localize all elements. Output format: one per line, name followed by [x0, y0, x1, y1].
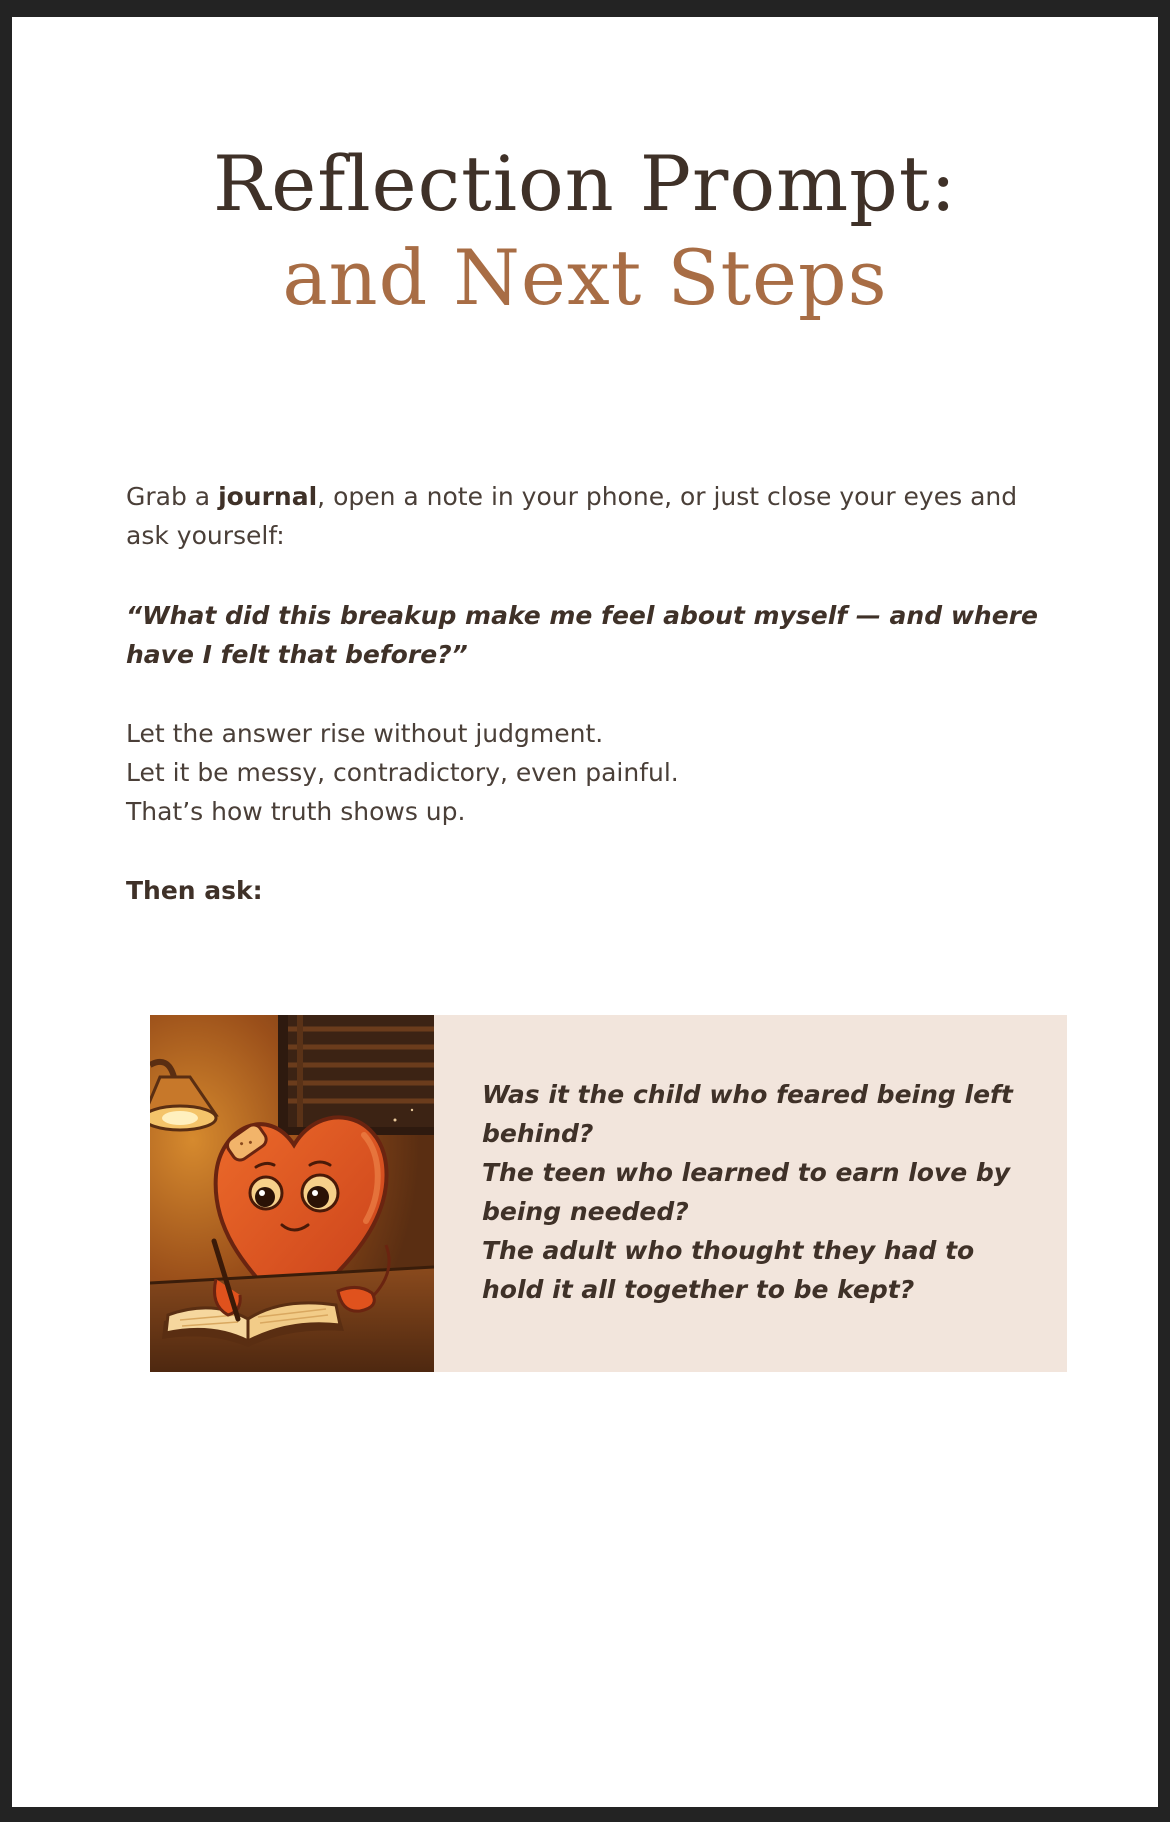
reflection-callout [150, 1015, 1067, 1372]
intro-after: , open a note in your phone, or just close your eyes and ask yourself: [126, 482, 1018, 550]
callout-question: The teen who learned to earn love by being needed? [482, 1158, 1011, 1226]
guidance-line: Let the answer rise without judgment. [126, 719, 604, 748]
callout-question: The adult who thought they had to hold it all together to be kept? [482, 1236, 975, 1304]
guidance-line: That’s how truth shows up. [126, 797, 466, 826]
title-line-1: Reflection Prompt: [213, 139, 957, 228]
guidance-line: Let it be messy, contradictory, even painful. [126, 758, 679, 787]
intro-paragraph [126, 477, 1056, 555]
title-line-2: and Next Steps [282, 233, 888, 322]
document-page [12, 17, 1158, 1807]
page-title [12, 137, 1158, 325]
prompt-question: “What did this breakup make me feel about myself — and where have I felt that before?” [126, 601, 1038, 669]
heart-journaling-illustration [150, 1015, 434, 1372]
intro-before: Grab a [126, 482, 219, 511]
intro-bold-word: journal [218, 482, 318, 511]
callout-questions [482, 1075, 1032, 1309]
then-ask-heading: Then ask: [126, 876, 263, 905]
guidance-paragraph [126, 714, 1056, 831]
callout-question: Was it the child who feared being left behind? [482, 1080, 1013, 1148]
